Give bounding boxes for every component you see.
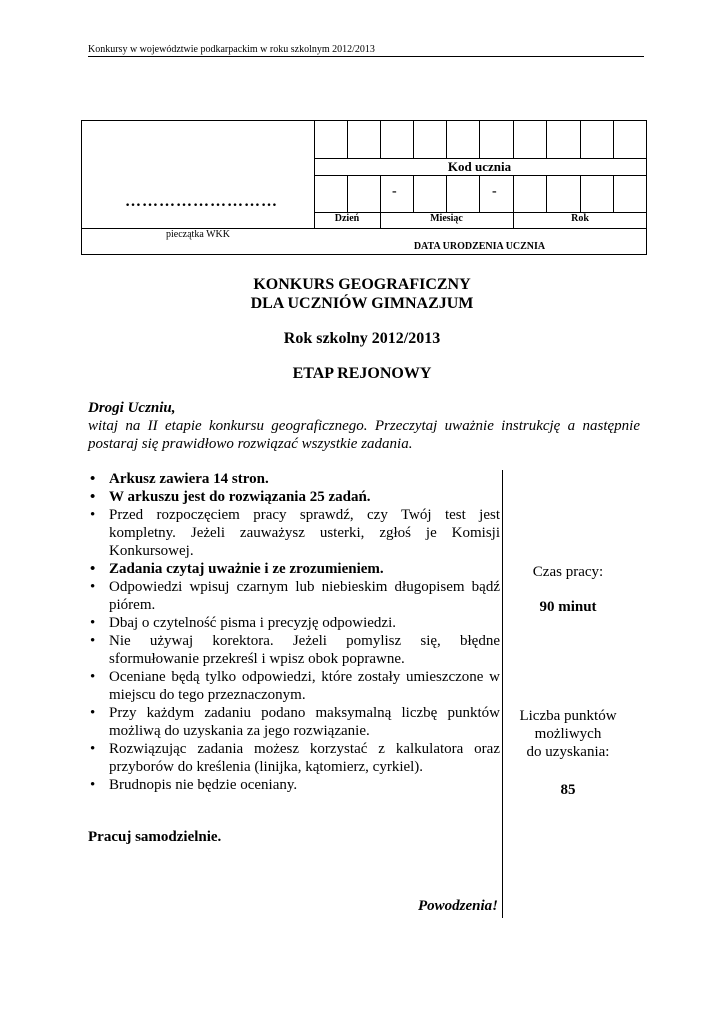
code-cell-line bbox=[580, 121, 581, 158]
instruction-item: • Arkusz zawiera 14 stron. bbox=[88, 470, 500, 488]
student-code-label: Kod ucznia bbox=[447, 159, 512, 174]
instructions bbox=[88, 470, 500, 794]
code-cell-line bbox=[513, 121, 514, 158]
contest-subtitle: DLA UCZNIÓW GIMNAZJUM bbox=[250, 295, 474, 312]
points-value: 85 bbox=[560, 782, 576, 798]
contest-title: KONKURS GEOGRAFICZNY bbox=[253, 276, 471, 293]
instruction-item: • W arkuszu jest do rozwiązania 25 zadań. bbox=[88, 488, 500, 506]
points-label-line1: Liczba punktów bbox=[519, 708, 617, 724]
intro-text: witaj na II etapie konkursu geograficznego. Przeczytaj uważnie instrukcję a następnie postaraj się prawidłowo rozwiązać wszystkie zadania. bbox=[88, 418, 640, 452]
instruction-item: • Dbaj o czytelność pisma i precyzję odpowiedzi. bbox=[88, 614, 500, 632]
instruction-item: • Nie używaj korektora. Jeżeli pomylisz się, błędne sformułowanie przekreśl i wpisz obok poprawne. bbox=[88, 632, 500, 668]
code-cell-line bbox=[479, 121, 480, 158]
stamp-label: pieczątka WKK bbox=[166, 229, 230, 240]
date-cell-line bbox=[546, 175, 547, 212]
instruction-item: • Brudnopis nie będzie oceniany. bbox=[88, 776, 500, 794]
running-header: Konkursy w województwie podkarpackim w roku szkolnym 2012/2013 bbox=[88, 44, 644, 57]
day-label: Dzień bbox=[334, 213, 360, 224]
code-cell-line bbox=[347, 121, 348, 158]
date-cell-line bbox=[446, 175, 447, 212]
code-cell-line bbox=[446, 121, 447, 158]
instruction-item: • Oceniane będą tylko odpowiedzi, które zostały umieszczone w miejscu do tego przeznaczonym. bbox=[88, 668, 500, 704]
time-value: 90 minut bbox=[539, 599, 597, 615]
date-cell-line bbox=[347, 175, 348, 212]
code-cell-line bbox=[413, 121, 414, 158]
instruction-item: • Odpowiedzi wpisuj czarnym lub niebieskim długopisem bądź piórem. bbox=[88, 578, 500, 614]
good-luck: Powodzenia! bbox=[417, 898, 498, 914]
time-label: Czas pracy: bbox=[532, 564, 604, 580]
date-cell-line bbox=[580, 175, 581, 212]
year-label: Rok bbox=[571, 213, 589, 224]
greeting: Drogi Uczniu, bbox=[88, 400, 176, 416]
date-dash-1: - bbox=[392, 184, 397, 199]
points-label-line3: do uzyskania: bbox=[526, 744, 610, 760]
school-year: Rok szkolny 2012/2013 bbox=[283, 330, 441, 347]
date-cell-line bbox=[413, 175, 414, 212]
date-cell-line bbox=[513, 175, 514, 212]
instruction-item: • Przy każdym zadaniu podano maksymalną liczbę punktów możliwą do uzyskania za jego rozwiązanie. bbox=[88, 704, 500, 740]
date-cell-line bbox=[613, 175, 614, 212]
date-cell-line bbox=[479, 175, 480, 212]
points-label-line2: możliwych bbox=[534, 726, 602, 742]
instruction-item: • Zadania czytaj uważnie i ze zrozumieniem. bbox=[88, 560, 500, 578]
date-cell-line bbox=[380, 175, 381, 212]
code-cell-line bbox=[613, 121, 614, 158]
contest-stage: ETAP REJONOWY bbox=[292, 365, 432, 382]
signature-dots: ……………………… bbox=[125, 193, 278, 210]
code-label-divider bbox=[314, 175, 647, 176]
instruction-item: • Rozwiązując zadania możesz korzystać z kalkulatora oraz przyborów do kreślenia (linijka, kątomierz, cyrkiel). bbox=[88, 740, 500, 776]
work-alone-note: Pracuj samodzielnie. bbox=[88, 829, 222, 845]
date-dash-2: - bbox=[492, 184, 497, 199]
code-cell-line bbox=[380, 121, 381, 158]
code-cell-line bbox=[546, 121, 547, 158]
birth-date-label: DATA URODZENIA UCZNIA bbox=[413, 241, 546, 252]
month-label: Miesiąc bbox=[430, 213, 463, 224]
instruction-item: • Przed rozpoczęciem pracy sprawdź, czy Twój test jest kompletny. Jeżeli zauważysz usterki, zgłoś je Komisji Konkursowej. bbox=[88, 506, 500, 560]
column-separator bbox=[502, 470, 503, 918]
